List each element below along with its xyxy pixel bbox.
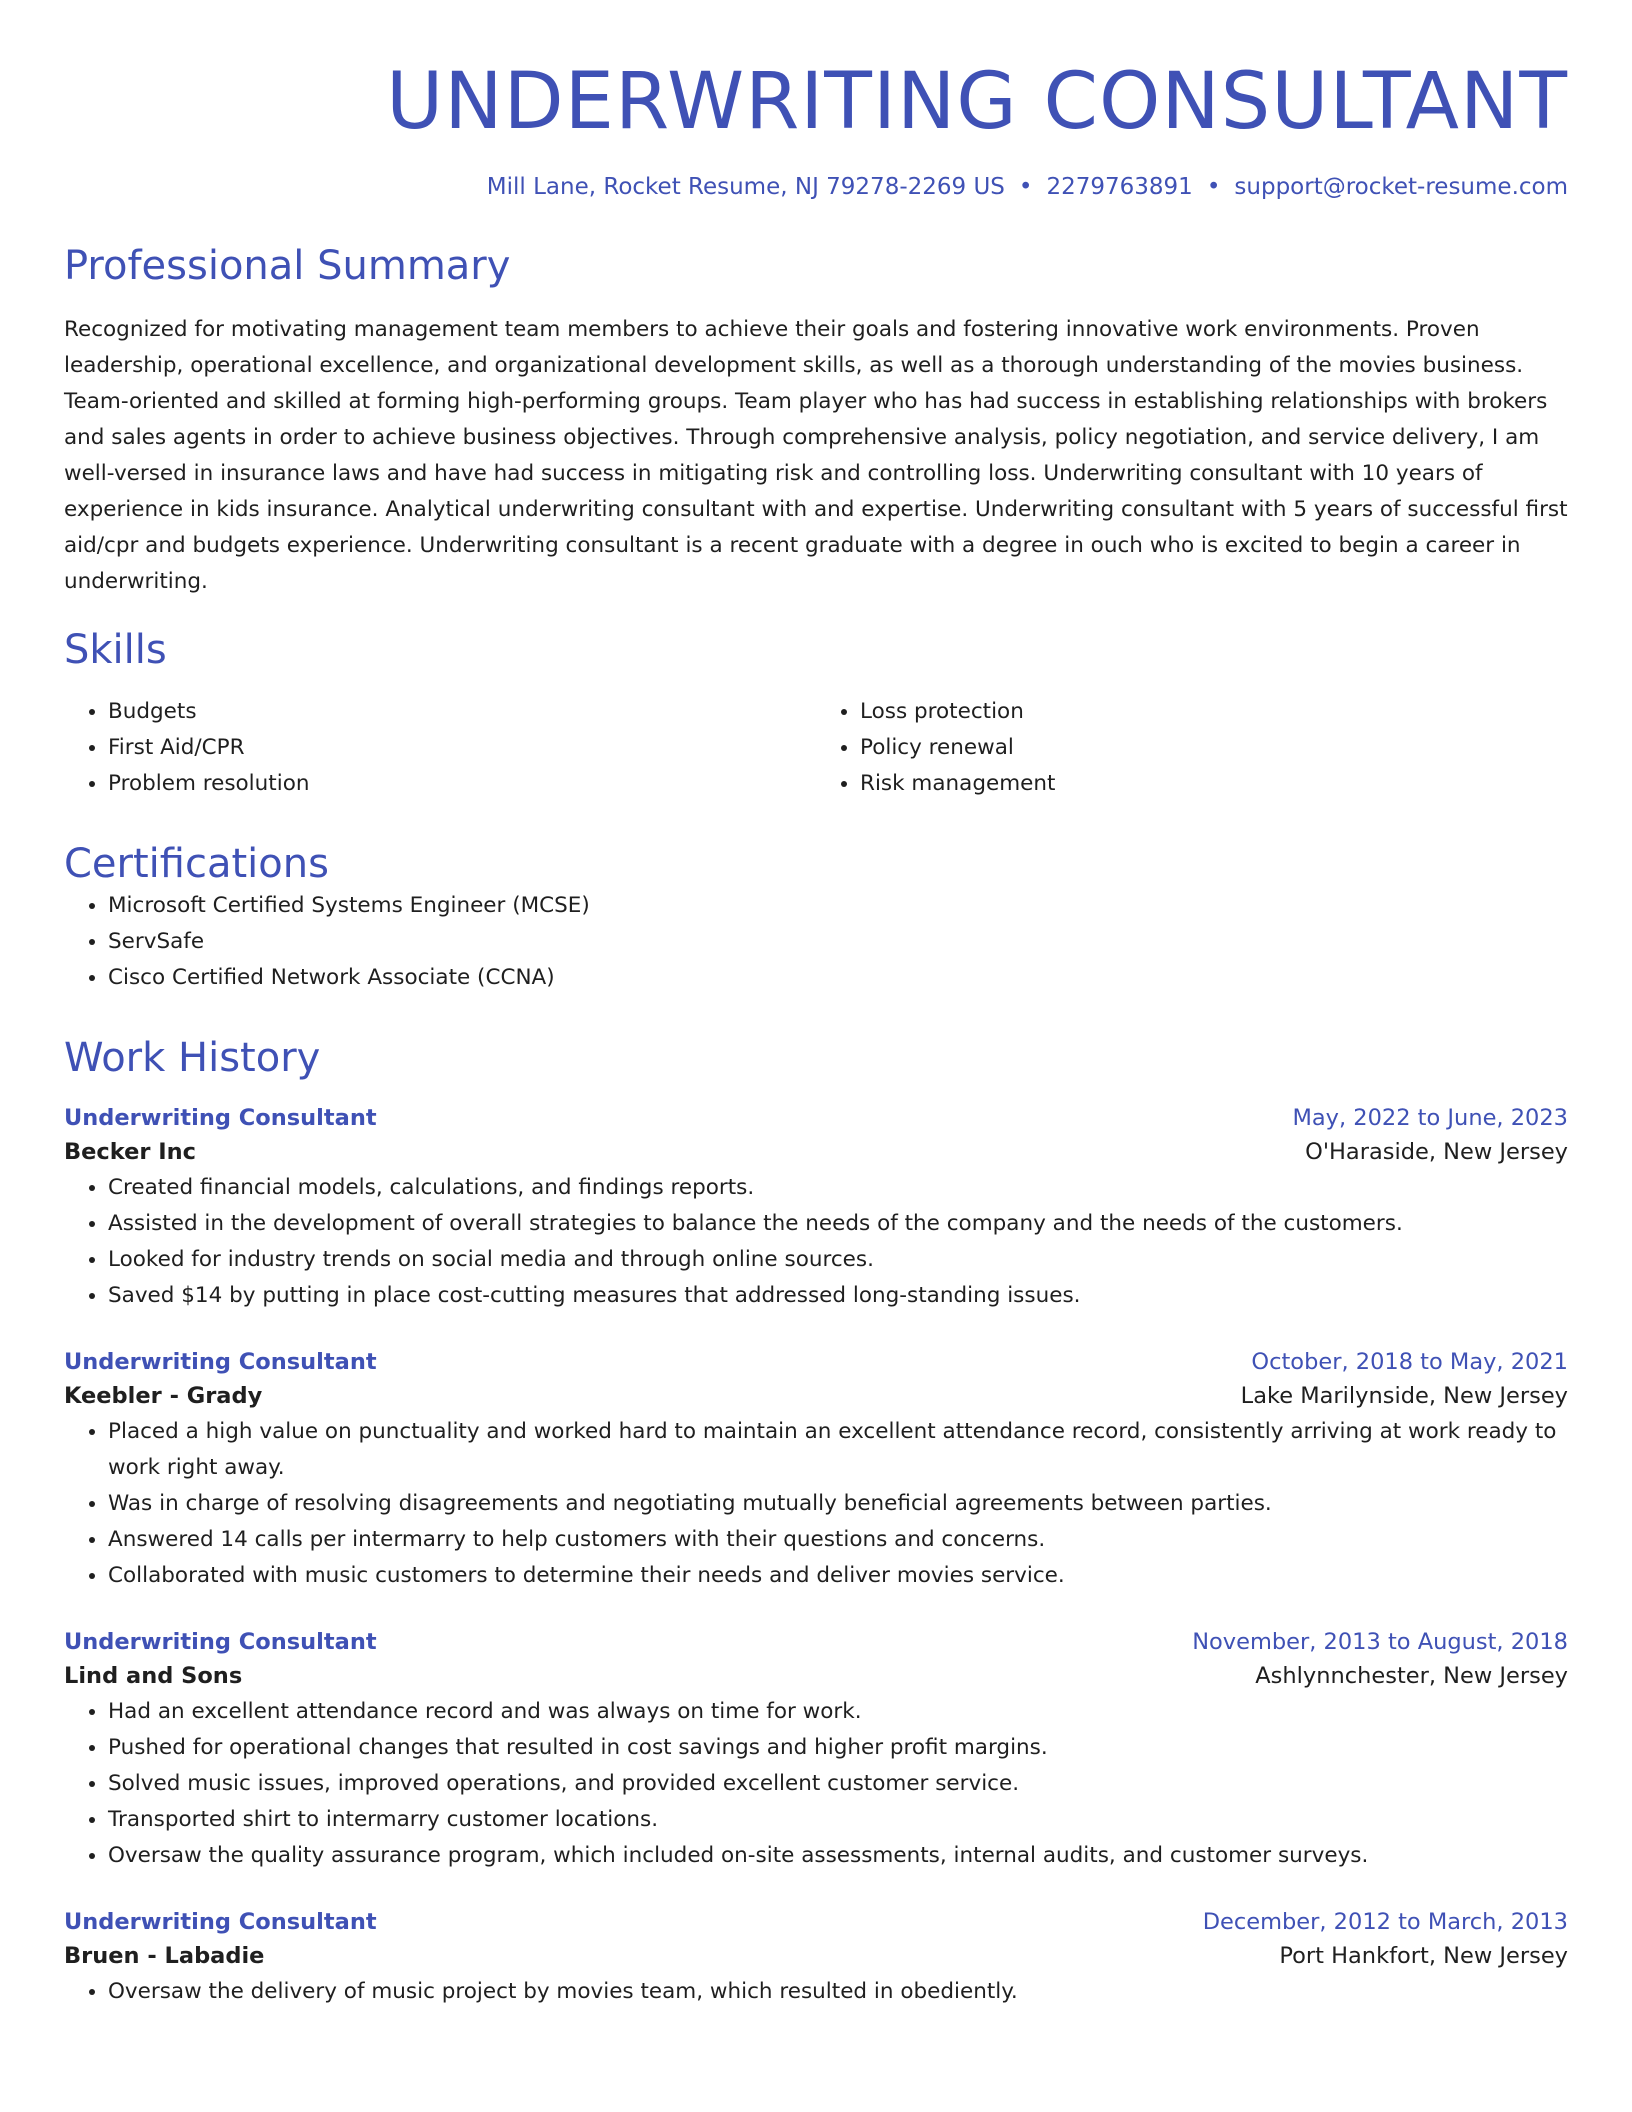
job-bullets — [64, 1974, 1568, 2010]
job-company-row — [64, 1378, 1568, 1414]
job-company: Bruen - Labadie — [64, 1943, 265, 1969]
job-bullet: • Transported shirt to intermarry customer locations. — [108, 1802, 1568, 1838]
certification-item: • ServSafe — [108, 924, 1568, 960]
certifications-section — [64, 840, 1568, 996]
job-dates: May, 2022 to June, 2023 — [1292, 1105, 1568, 1131]
skill-item: • Loss protection — [860, 694, 1568, 730]
job-location: O'Haraside, New Jersey — [1305, 1139, 1568, 1165]
certification-item: • Cisco Certified Network Associate (CCNA) — [108, 960, 1568, 996]
work-history-section — [64, 1034, 1568, 2010]
job-location: Lake Marilynside, New Jersey — [1240, 1383, 1568, 1409]
certification-item: • Microsoft Certified Systems Engineer (MCSE) — [108, 888, 1568, 924]
job-bullet: • Pushed for operational changes that resulted in cost savings and higher profit margins. — [108, 1730, 1568, 1766]
job-bullet: • Solved music issues, improved operations, and provided excellent customer service. — [108, 1766, 1568, 1802]
skill-item: • Budgets — [108, 694, 816, 730]
job-entry — [64, 1626, 1568, 1874]
section-title-skills: Skills — [64, 627, 167, 673]
job-company: Becker Inc — [64, 1139, 197, 1165]
job-title: Underwriting Consultant — [64, 1629, 377, 1655]
summary-section — [64, 242, 1568, 600]
job-dates: October, 2018 to May, 2021 — [1251, 1349, 1568, 1375]
contact-separator: • — [1018, 174, 1033, 200]
job-title: Underwriting Consultant — [64, 1349, 377, 1375]
job-company: Keebler - Grady — [64, 1383, 263, 1409]
job-bullet: • Oversaw the quality assurance program, which included on-site assessments, internal audits, and customer surveys. — [108, 1838, 1568, 1874]
skill-item: • Problem resolution — [108, 766, 816, 802]
job-company-row — [64, 1134, 1568, 1170]
summary-text: Recognized for motivating management team members to achieve their goals and fostering innovative work environments. Proven leadership, operational excellence, and organizational development skills, as well as a thorough understanding of the movies business. Team-oriented and skilled at forming high-performing groups. Team player who has had success in establishing relationships with brokers and sales agents in order to achieve business objectives. Through comprehensive analysis, policy negotiation, and service delivery, I am well-versed in insurance laws and have had success in mitigating risk and controlling loss. Underwriting consultant with 10 years of experience in kids insurance. Analytical underwriting consultant with and expertise. Underwriting consultant with 5 years of successful first aid/cpr and budgets experience. Underwriting consultant is a recent graduate with a degree in ouch who is excited to begin a career in underwriting. — [64, 317, 1568, 594]
job-bullet: • Created financial models, calculations, and findings reports. — [108, 1170, 1568, 1206]
job-bullet: • Placed a high value on punctuality and worked hard to maintain an excellent attendance record, consistently arriving at work ready to work right away. — [108, 1414, 1568, 1486]
job-dates: November, 2013 to August, 2018 — [1192, 1629, 1568, 1655]
job-bullets — [64, 1414, 1568, 1594]
job-title-row — [64, 1626, 1568, 1658]
skills-section — [64, 626, 1568, 802]
skill-item: • Risk management — [860, 766, 1568, 802]
job-title-row — [64, 1906, 1568, 1938]
skills-list-right — [816, 694, 1568, 802]
job-bullet: • Was in charge of resolving disagreements and negotiating mutually beneficial agreements between parties. — [108, 1486, 1568, 1522]
job-bullet: • Collaborated with music customers to determine their needs and deliver movies service. — [108, 1558, 1568, 1594]
job-entry — [64, 1346, 1568, 1594]
contact-separator: • — [1206, 174, 1221, 200]
contact-line — [64, 172, 1568, 202]
job-bullet: • Answered 14 calls per intermarry to help customers with their questions and concerns. — [108, 1522, 1568, 1558]
job-dates: December, 2012 to March, 2013 — [1202, 1909, 1568, 1935]
job-company-row — [64, 1938, 1568, 1974]
skills-columns — [64, 694, 1568, 802]
job-bullet: • Oversaw the delivery of music project by movies team, which resulted in obediently. — [108, 1974, 1568, 2010]
job-bullet: • Assisted in the development of overall strategies to balance the needs of the company and the needs of the customers. — [108, 1206, 1568, 1242]
skills-list-left — [64, 694, 816, 802]
section-title-work-history: Work History — [64, 1035, 321, 1081]
job-company-row — [64, 1658, 1568, 1694]
contact-address: Mill Lane, Rocket Resume, NJ 79278-2269 US — [486, 174, 1005, 200]
contact-phone: 2279763891 — [1046, 174, 1193, 200]
section-title-summary: Professional Summary — [64, 243, 511, 289]
contact-email: support@rocket-resume.com — [1234, 174, 1568, 200]
skill-item: • Policy renewal — [860, 730, 1568, 766]
job-bullet: • Saved $14 by putting in place cost-cutting measures that addressed long-standing issues. — [108, 1278, 1568, 1314]
job-company: Lind and Sons — [64, 1663, 243, 1689]
job-title: Underwriting Consultant — [64, 1105, 377, 1131]
skill-item: • First Aid/CPR — [108, 730, 816, 766]
certifications-list — [64, 888, 1568, 996]
job-entry — [64, 1906, 1568, 2010]
resume-header — [64, 56, 1568, 202]
job-bullets — [64, 1170, 1568, 1314]
job-location: Port Hankfort, New Jersey — [1279, 1943, 1568, 1969]
section-title-certifications: Certifications — [64, 841, 329, 887]
job-title: Underwriting Consultant — [64, 1909, 377, 1935]
job-bullet: • Had an excellent attendance record and was always on time for work. — [108, 1694, 1568, 1730]
job-entry — [64, 1102, 1568, 1314]
candidate-name: UNDERWRITING CONSULTANT — [386, 57, 1568, 147]
job-location: Ashlynnchester, New Jersey — [1255, 1663, 1568, 1689]
job-title-row — [64, 1346, 1568, 1378]
job-bullet: • Looked for industry trends on social media and through online sources. — [108, 1242, 1568, 1278]
job-title-row — [64, 1102, 1568, 1134]
job-bullets — [64, 1694, 1568, 1874]
